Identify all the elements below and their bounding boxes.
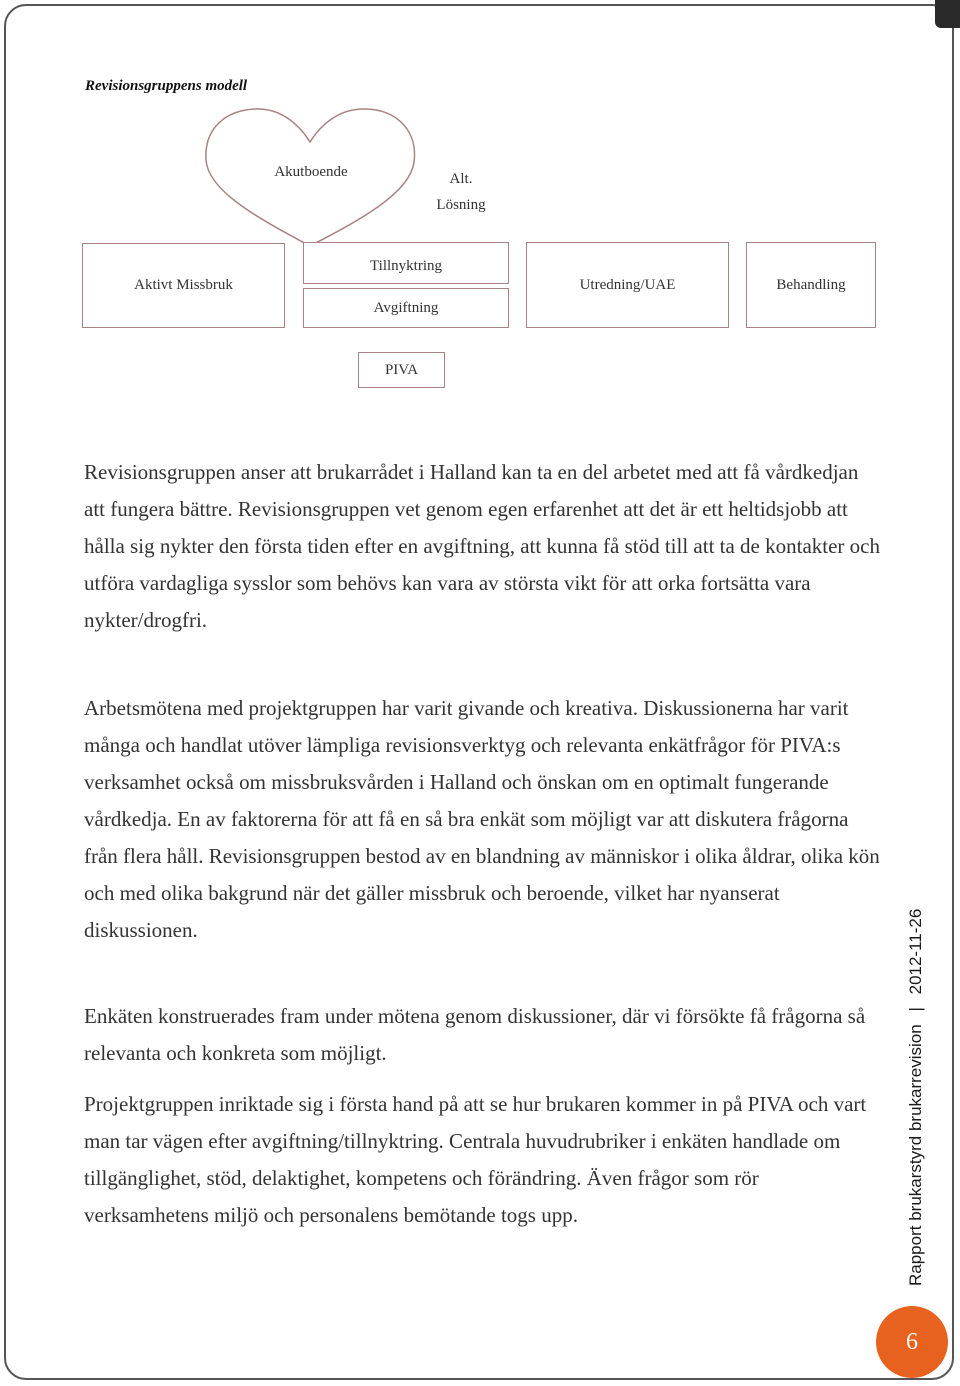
side-separator: | [906, 1007, 925, 1012]
box-tillnyktring-label: Tillnyktring [370, 257, 442, 274]
paragraph-4: Projektgruppen inriktade sig i första hand på att se hur brukaren kommer in på PIVA och vart man tar vägen efter avgiftning/tillnyktring. Centrala huvudrubriker i enkäten handlade om tillgänglighet, stöd, delaktighet, kompetens och förändring. Även frågor som rör verksamhetens miljö och personalens bemötande togs upp. [84, 1092, 867, 1227]
page-number-badge [876, 1306, 948, 1378]
heart-label-alt: Alt. [449, 171, 473, 187]
box-behandling [746, 242, 876, 328]
box-avgiftning-label: Avgiftning [373, 299, 439, 316]
page-number: 6 [906, 1328, 918, 1355]
side-running-header [903, 906, 929, 1286]
box-tillnyktring [303, 242, 509, 284]
box-aktivt-missbruk-label: Aktivt Missbruk [134, 277, 233, 293]
box-aktivt-missbruk [82, 243, 285, 328]
section-title: Revisionsgruppens modell [85, 78, 248, 94]
side-title: Rapport brukarstyrd brukarrevision [906, 1024, 925, 1286]
side-date: 2012-11-26 [906, 908, 925, 995]
box-behandling-label: Behandling [776, 276, 846, 293]
heart-label-akutboende: Akutboende [274, 164, 348, 180]
box-piva-label: PIVA [384, 361, 419, 378]
heart-label-losning: Lösning [436, 197, 486, 213]
paragraph-2: Arbetsmötena med projektgruppen har varit givande och kreativa. Diskussionerna har varit många och handlat utöver lämpliga revisionsverktyg och relevanta enkätfrågor för PIVA:s verksamhet också om missbruksvården i Halland och önskan om en optimalt fungerande vårdkedja. En av faktorerna för att få en så bra enkät som möjligt var att diskutera frågorna från flera håll. Revisionsgruppen bestod av en blandning av människor i olika åldrar, olika kön och med olika bakgrund när det gäller missbruk och beroende, vilket har nyanserat diskussionen. [84, 696, 880, 942]
box-utredning [526, 242, 729, 328]
paragraph-1: Revisionsgruppen anser att brukarrådet i Halland kan ta en del arbetet med att få vårdkedjan att fungera bättre. Revisionsgruppen vet genom egen erfarenhet att det är ett heltidsjobb att hålla sig nykter den första tiden efter en avgiftning, att kunna få stöd till att ta de kontakter och utföra vardagliga sysslor som behövs kan vara av största vikt för att orka fortsätta vara nykter/drogfri. [84, 460, 881, 632]
paragraph-3: Enkäten konstruerades fram under mötena genom diskussioner, där vi försökte få frågorna så relevanta och konkreta som möjligt. [84, 1004, 866, 1065]
box-piva [358, 352, 445, 388]
box-avgiftning [303, 288, 509, 328]
model-diagram [0, 0, 960, 400]
box-utredning-label: Utredning/UAE [579, 276, 676, 293]
